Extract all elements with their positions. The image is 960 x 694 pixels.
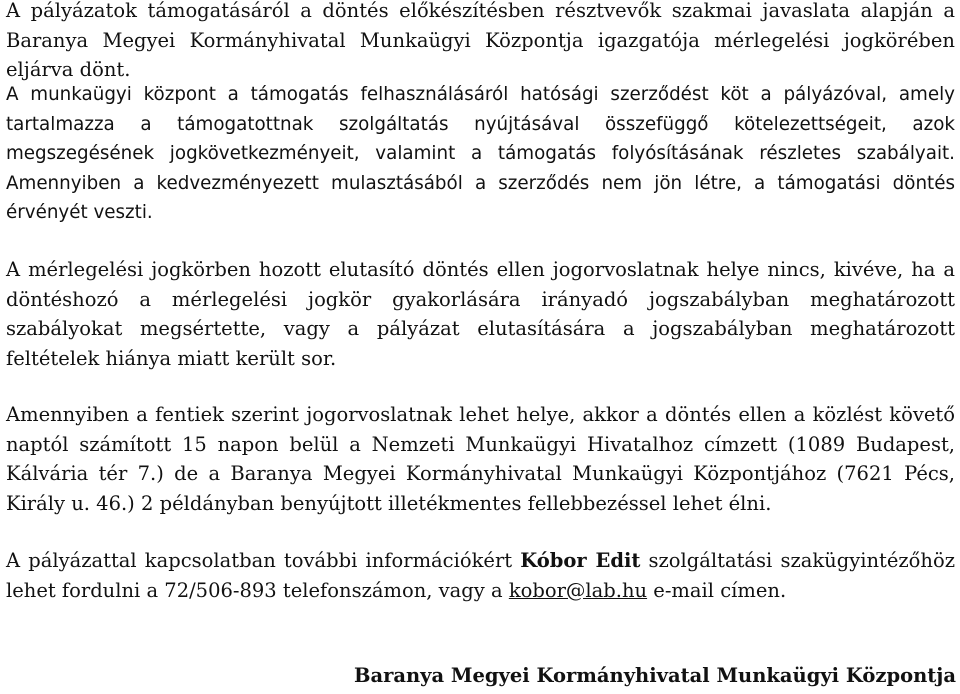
contact-text-before: A pályázattal kapcsolatban további információkért [6,549,521,572]
paragraph-appeal: Amennyiben a fentiek szerint jogorvoslatnak lehet helye, akkor a döntés ellen a közlést követő naptól számított 15 napon belül a Nemzeti Munkaügyi Hivatalhoz címzett (1089 Budapest, Kálvária tér 7.) de a Baranya Megyei Kormányhivatal Munkaügyi Központjához (7621 Pécs, Király u. 46.) 2 példányban benyújtott illetékmentes fellebbezéssel lehet élni. [6,403,955,515]
signature-organization: Baranya Megyei Kormányhivatal Munkaügyi Központja [353,664,956,687]
contact-text-middle: szolgáltatási szakügyintézőhöz lehet fordulni a 72/506-893 telefonszámon, vagy a [6,549,955,602]
paragraph-legal-remedy: A mérlegelési jogkörben hozott elutasító döntés ellen jogorvoslatnak helye nincs, kivéve, ha a döntéshozó a mérlegelési jogkör gyakorlására irányadó jogszabályban meghatározott szabályokat megsértette, vagy a pályázat elutasítására a jogszabályban meghatározott feltételek hiánya miatt került sor. [6,258,955,370]
paragraph-contact [6,546,955,605]
contact-email-link[interactable]: kobor@lab.hu [508,578,648,602]
paragraph-decision-authority: A pályázatok támogatásáról a döntés előkészítésben résztvevők szakmai javaslata alapján a Baranya Megyei Kormányhivatal Munkaügyi Központja igazgatója mérlegelési jogkörében eljárva dönt. [6,0,955,82]
contact-name: Kóbor Edit [520,549,641,572]
paragraph-contract: A munkaügyi központ a támogatás felhasználásáról hatósági szerződést köt a pályázóval, amely tartalmazza a támogatottnak szolgáltatás nyújtásával összefüggő kötelezettségeit, azok megszegésének jogkövetkezményeit, valamint a támogatás folyósításának részletes szabályait. Amennyiben a kedvezményezett mulasztásából a szerződés nem jön létre, a támogatási döntés érvényét veszti. [6,84,955,224]
contact-text-after: e-mail címen. [647,578,787,602]
